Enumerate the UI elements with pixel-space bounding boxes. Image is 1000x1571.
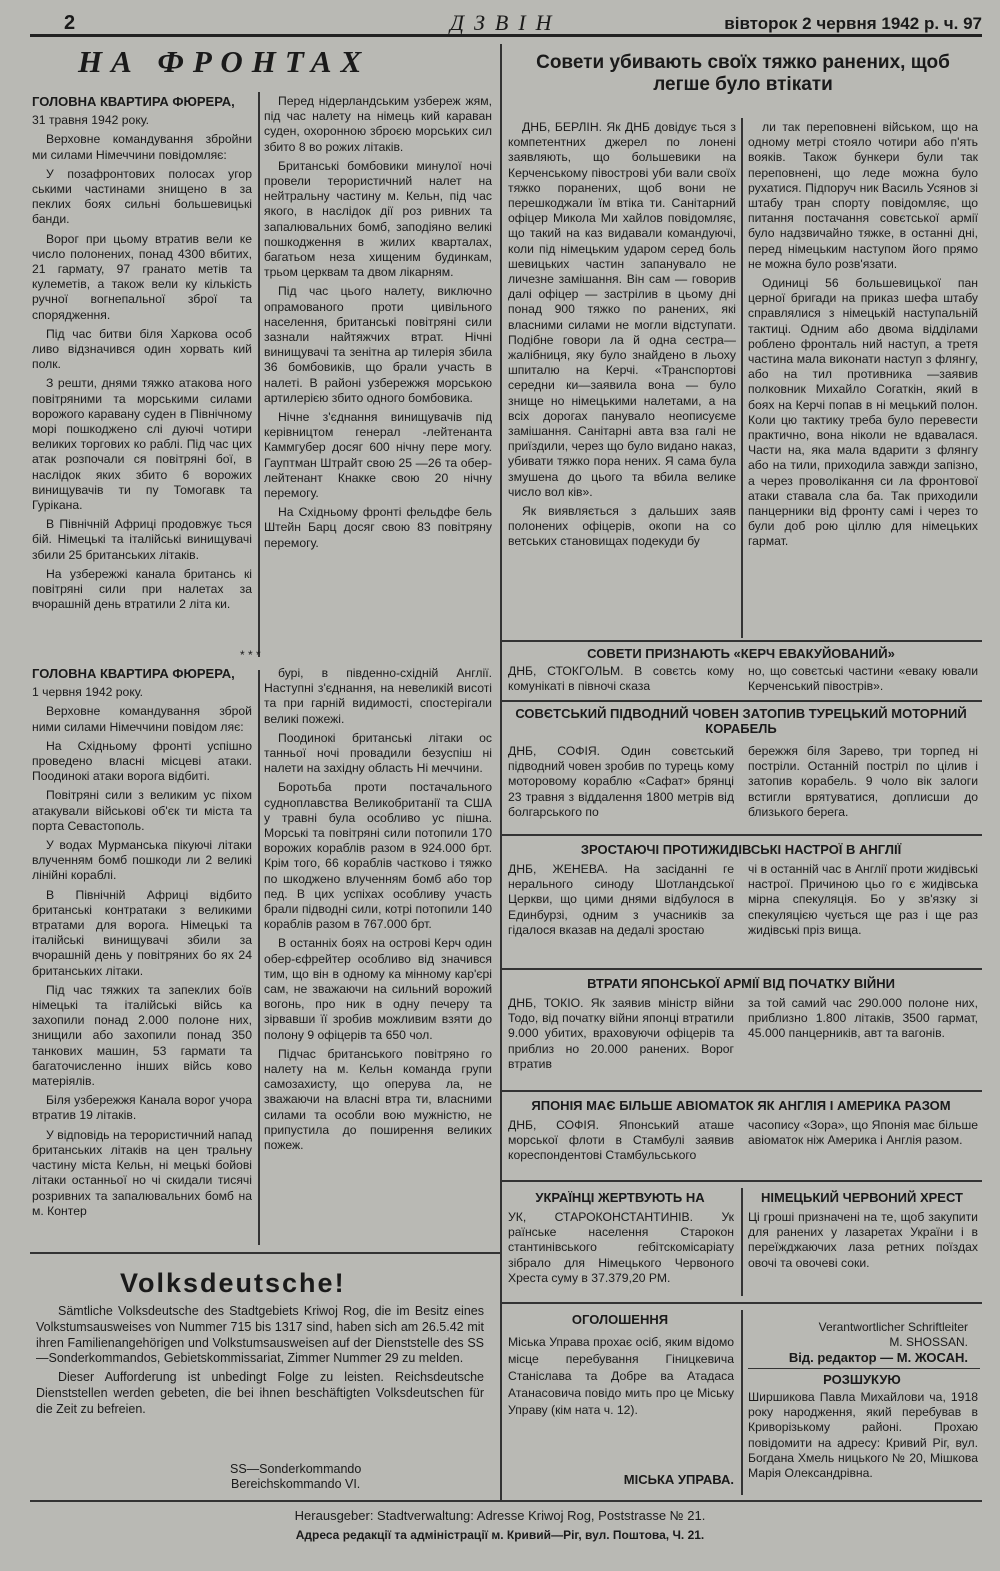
page-number: 2 xyxy=(64,12,76,34)
paragraph: Боротьба проти постачального судноплавства Великобританії та США у травні була особливо ус пішна. Морські та повітряні сили потопили 170 ворожих кораблів разом в 924.000 брт. Крім того, 66 кораблів частково і тяжко по шкоджено влученням бомб або тор пед. В цих успіхах особливу участь брали підводні сили, котрі потопили 140 кораблів разом в 767.000 брт. xyxy=(264,780,492,932)
paragraph: В останніх боях на острові Керч один обер-єфрейтер особливо від значився тим, що він в одному ка мінному кар'єрі сам, не зважаючи на сильний ворожий вогонь, про ник в одну печеру та зірвавши її зробив можливим взяти до полону 9 офіцерів та 650 чол. xyxy=(264,936,492,1042)
column-rule xyxy=(741,1188,743,1296)
column-rule xyxy=(741,1310,743,1495)
announcements-text: Міська Управа прохає осіб, яким відомо місце перебування Гіницкевича Станіслава та Добре ва Атадаса Атанасовича повідо мить про це Міську Управу (кім ната ч. 12). xyxy=(508,1335,734,1417)
section-rule xyxy=(500,640,982,642)
news-text-left: ДНБ, ТОКІО. Як заявив міністр війни Тодо, від початку війни японці втратили 9.000 убитих, враховуючи офіцерів та приблиз но 20.000 ранених. Ворог втратив xyxy=(508,996,734,1071)
paragraph: Перед нідерландським узбереж жям, під час налету на німець кий караван суден, охоронною зброєю морських сил збито 8 во рожих літаків. xyxy=(264,94,492,154)
publisher-line: Herausgeber: Stadtverwaltung: Adresse Kriwoj Rog, Poststrasse № 21. xyxy=(294,1508,706,1523)
paragraph: Під час цього налету, виключно опрамованого проти цивільного населення, британські повітряні сили зазнали найтяжчих втрат. Нічні винищувачі та зенітна ар тилерія збила 36 бомбовиків, що брали участь в налеті. В районі узбережжя морською артилерією збито одного бомбовика. xyxy=(264,284,492,405)
paragraph: Нічне з'єднання винищувачів під керівництом генерал -лейтенанта Каммгубер досяг 600 нічну пере могу. Гауптман Штрайт свою 25 —26 та обер-лейтенант Кнакке свою 20 нічну перемогу. xyxy=(264,410,492,501)
front-heading: НА ФРОНТАХ xyxy=(78,44,371,79)
paragraph: Одиниці 56 большевицької пан церної бригади на приказ шефа штабу справлялися з німецькій наступальній тактиці. Одним або двома відділами робленo фронталь ний наступ, а третя частина мала виконати наступ з флянгу, або на тил противника —заявив полковник Михайло Согаткін, який в боях на Керчі попав в ні мецький полон. Коли цю тактику треба було перевести практично, вона ніколи не вдавалася. Части на, яка мала вдарити з флянгу або на тили, приходила завжди запізно, а через проволікання си ла фронтової атаки ставала сла ба. Так приходили панцерники від фронту самі і через то були доб рою ціллю для німецьких гармат. xyxy=(748,276,978,549)
editor-line: Verantwortlicher Schriftleiter xyxy=(818,1320,968,1334)
paragraph: Sämtliche Volksdeutsche des Stadtgebiets Kriwoj Rog, die im Besitz eines Volkstumsausweises von Nummer 715 bis 1317 sind, haben sich am 26.5.42 mit ihren Familienangehörigen und Volkstumsausweisen auf der Dienststelle des SS—Sonderkommandos, Gebietskommissariat, Zimmer Nummer 29 zu melden. xyxy=(36,1304,484,1366)
section-rule xyxy=(500,1302,982,1304)
editor-name: Від. редактор — М. ЖОСАН. xyxy=(788,1350,968,1365)
section-date: 1 червня 1942 року. xyxy=(32,685,144,700)
paragraph: ДНБ, БЕРЛІН. Як ДНБ довідує ться з компетентних джерел по лонені заявляють, що большевики на Керченському півострові уби вали своїх тяжко поранених, щоб вони не перешкоджали їм втіка ти. Санітарний офіцер Микола Ми хайлов повідомляє, що такий на каз видавали командуючі, коли під німецьким ударом серед боль шевицьких частин запанувало не личезне замішання. Він сам — говорив далі офіцер — застрілив в цьому дні понад 900 тяжко по ранених, які власними силами не могли відступати. Подібне говори ла й одна сестра—жалібниця, яку було знайдено в льоху шпиталю на Керчі. «Транспортові середни ки—заявила вона — було знище но німецькими налетами, а на всіх дорогах панувало неописуєме замішання. Санітарні авта вза галі не приїздили, через що було видано наказ, убивати тяжко пора нених. Я сама була змушена до цього та вбила велике число вол ків». xyxy=(508,120,736,499)
paragraph: На узбережжі канала британсь кі повітряні сили при налетах за вчорашній день втратили 2 літа ки. xyxy=(32,566,252,612)
paper-name: ДЗВІН xyxy=(450,10,562,35)
paragraph: Під час тяжких та запеклих боїв німецькі та італійські війсь ка захопили понад 2.000 полоне них, знищили або захопили понад 350 танкових машин, 53 гармати та багаточисленно інших війсь ково матеріялів. xyxy=(32,982,252,1089)
redcross-text: Ці гроші призначені на те, щоб закупити для ранених у лазаретах України і в переїжджаючих лаза ретних поїздах овочі та овочеві соки. xyxy=(748,1210,978,1270)
column-rule xyxy=(258,670,260,1245)
signature-line: Bereichskommando VI. xyxy=(231,1477,361,1491)
paragraph: Під час битви біля Харкова особ ливо відзначився один хорвать кий полк. xyxy=(32,326,252,372)
address-line: Адреса редакції та адміністрації м. Кривий—Ріг, вул. Поштова, Ч. 21. xyxy=(295,1528,705,1542)
paragraph: Dieser Aufforderung ist unbedingt Folge zu leisten. Reichsdeutsche Dienststellen werden gebeten, die bei ihnen beschäftigten Volksdeutschen für die Zeit zu befreien. xyxy=(36,1370,484,1416)
paragraph: Повітряні сили з великим ус піхом атакували військові об'єк ти міста та порта Севастополь. xyxy=(32,788,252,833)
news-text-right: за той самий час 290.000 полоне них, приблизно 1.800 літаків, 3500 гармат, 45.000 панцерників, авт та вагонів. xyxy=(748,996,978,1041)
section-rule xyxy=(500,1180,982,1182)
news-text-left: ДНБ, СОФІЯ. Японський аташе морської флоти в Стамбулі заявив кореспондентові Стамбульського xyxy=(508,1118,734,1163)
news-text-left: ДНБ, СТОКГОЛЬМ. В совєтсь кому комунікаті в півночі сказа xyxy=(508,664,734,694)
paragraph: Біля узбережжя Канала ворог учора втратив 19 літаків. xyxy=(32,1093,252,1123)
news-title: ЯПОНІЯ МАЄ БІЛЬШЕ АВІОМАТОК ЯК АНГЛІЯ І АМЕРИКА РАЗОМ xyxy=(531,1098,951,1113)
volksdeutsche-body xyxy=(36,1304,484,1421)
paragraph: Верховне командування збрoй ними силами Німеччини повідом ляє: xyxy=(32,704,252,734)
front-column-1b xyxy=(32,666,252,1246)
paragraph: Ворог при цьому втратив вели ке число полонених, понад 4300 вбитих, 21 гармату, 97 гранато метів та кулеметів, а також вели ку кількість ручної вогнепальної зброї та спорядження. xyxy=(32,231,252,322)
news-title: СОВЄТСЬКИЙ ПІДВОДНИЙ ЧОВЕН ЗАТОПИВ ТУРЕЦЬКИЙ МОТОРНИЙ КОРАБЕЛЬ xyxy=(515,706,967,736)
ukrainians-text: УК, СТАРОКОНСТАНТИНІВ. Ук раїнське населення Старокон стантинівського гебітскомісаріату зібрало для Німецького Червоного Хреста суму в 37.379,20 РМ. xyxy=(508,1210,734,1285)
news-text-right: бережжя біля Зарево, три торпед ні постріли. Останній постріл по цілив і затопив корабель. 9 чоло вік залоги встигли врятуватися, доплисши до близького берега. xyxy=(748,744,978,819)
section-date: 31 травня 1942 року. xyxy=(32,113,150,128)
news-title: ВТРАТИ ЯПОНСЬКОЇ АРМІЇ ВІД ПОЧАТКУ ВІЙНИ xyxy=(587,976,895,991)
announcements-signature: МІСЬКА УПРАВА. xyxy=(623,1472,734,1487)
issue-date: вівторок 2 червня 1942 р. ч. 97 xyxy=(724,14,982,33)
volksdeutsche-signature xyxy=(230,1462,361,1492)
editor-block xyxy=(748,1320,968,1365)
paragraph: ли так переповнені військом, що на одному метрі стояло чотири або п'ять вояків. Також бункери були так переповнені, що леде можна було рухатися. Підпоруч ник Василь Усянов зі штабу тран спорту повідомляє, що питання постачання совєтської армії було надзвичайно тяжке, в останні дні, перед німецьким наступом його прямо не можна було розв'язати. xyxy=(748,120,978,271)
section-rule xyxy=(500,1090,982,1092)
signature-line: SS—Sonderkommando xyxy=(230,1462,362,1476)
search-title: РОЗШУКУЮ xyxy=(823,1372,901,1387)
search-text: Ширшикова Павла Михайлови ча, 1918 року народження, який перебував в Криворізькому районі. Прохаю повідомити на адресу: Кривий Ріг, вул. Богдана Хмель ницького № 20, Мішкова Марія Олександрівна. xyxy=(748,1390,978,1481)
masthead xyxy=(30,10,982,37)
kerch-column-a xyxy=(508,120,736,636)
footer-rule xyxy=(30,1500,982,1502)
section-title: ГОЛОВНА КВАРТИРА ФЮРЕРА, xyxy=(32,94,235,109)
paragraph: На Східньому фронті успішно проведено власні місцеві атаки. Поодинокі атаки ворога відбиті. xyxy=(32,738,252,784)
editor-rule xyxy=(748,1368,980,1369)
paragraph: З решти, днями тяжко атакова ного повітряними та морськими силами ворожого каравану суден в Північному морі пошкоджено слі дуючі чотири великих торгових ко раблі. Під час цих атак розпочали ся повітряні бої, в наслідок яких збито 6 ворожих винищувачів ти пу Томогавк та Гурікана. xyxy=(32,376,252,513)
paragraph: бурі, в південно-східній Англії. Наступні з'єднання, на невеликій висоті та при гарній видимості, спостерігали великі пожежі. xyxy=(264,666,492,726)
ukrainians-title: УКРАЇНЦІ ЖЕРТВУЮТЬ НА xyxy=(535,1190,705,1205)
section-rule xyxy=(30,1252,500,1254)
paragraph: У водах Мурманська пікуючі літаки влученням бомб пошкоди ли 2 великі лінійні кораблі. xyxy=(32,838,252,883)
column-rule xyxy=(741,118,743,638)
column-rule xyxy=(500,44,502,1500)
kerch-column-b xyxy=(748,120,978,636)
paragraph: Підчас британського повітряно го налету на м. Кельн команда групи самозахисту, що оперува ла, не зважаючи на власні втра ти, власними силами та особли вою мужністю, не припустила до поширення великих пожеж. xyxy=(264,1046,492,1153)
news-title: ЗРОСТАЮЧІ ПРОТИЖИДІВСЬКІ НАСТРОЇ В АНГЛІЇ xyxy=(580,842,902,857)
announcements-title: ОГОЛОШЕННЯ xyxy=(571,1312,669,1327)
paragraph: Як виявляється з дальших заяв полонених офіцерів, окопи на со ветських становищах подекуди бу xyxy=(508,504,736,549)
section-rule xyxy=(500,968,982,970)
paragraph: На Східньому фронті фельдфе бель Штейн Барц досяг свою 83 повітряну перемогу. xyxy=(264,505,492,550)
news-text-right: чі в останній час в Англії проти жидівські настрої. Причиною цьо го є жидівська мірна спекуляція. Бо у зв'язку зі спекуляцією чується ще раз і ще раз жидівські пріз вища. xyxy=(748,862,978,937)
section-rule xyxy=(500,700,982,702)
front-column-1 xyxy=(32,94,252,654)
redcross-title: НІМЕЦЬКИЙ ЧЕРВОНИЙ ХРЕСТ xyxy=(761,1190,963,1205)
news-text-left: ДНБ, СОФІЯ. Один совєтський підводний човен зробив по турець кому моторовому кораблю «Сафат» брянці 23 травня з віддалення 1800 метрів від болгарського по xyxy=(508,744,734,819)
paragraph: В Північній Африці продовжує ться бій. Німецькі та італійські винищувачі збили 25 британських літаків. xyxy=(32,517,252,562)
section-title: ГОЛОВНА КВАРТИРА ФЮРЕРА, xyxy=(32,666,235,681)
news-text-right: но, що совєтські частини «еваку ювали Керченський півострів». xyxy=(748,664,978,694)
section-rule xyxy=(500,834,982,836)
kerch-article-title: Совети убивають своїх тяжко ранених, щоб легше було втікати xyxy=(536,52,950,95)
news-text-left: ДНБ, ЖЕНЕВА. На засіданні ге нерального синоду Шотландської Церкви, що цими днями відбулося в Единбурзі, одним з учасників за гідалося вказав на дедалі зростаю xyxy=(508,862,734,937)
volksdeutsche-title: Volksdeutsche! xyxy=(120,1268,346,1298)
news-text-right: часопису «Зора», що Японія має більше авіоматок ніж Америка і Англія разом. xyxy=(748,1118,978,1148)
paragraph: У відповідь на терористичний напад британських літаків на цен тральну частину міста Кельн, ні мецькі бойові літаки останньої но чі скидали тисячі розривних та запалювальних бомб на м. Контер xyxy=(32,1127,252,1218)
paragraph: Поодинокі британські літаки ос танньої ночі провадили безуспіш ні налети на західну область Ні меччини. xyxy=(264,730,492,776)
paragraph: Британські бомбовики минулої ночі провели терористичний налет на нейтральну частину м. Кельн, під час якого, в наслідок дії роз ривних та запалювальних бомб, заподіяно великі пошкодження в жилих кварталах, багатьом неза хищеним будинкам, трьом церквам та двом лікарням. xyxy=(264,158,492,280)
front-column-2b xyxy=(264,666,492,1246)
column-rule xyxy=(258,92,260,657)
news-title: СОВЕТИ ПРИЗНАЮТЬ «КЕРЧ ЕВАКУЙОВАНИЙ» xyxy=(587,646,895,661)
paragraph: Верховне командування збройни ми силами Німеччини повідомляє: xyxy=(32,132,252,162)
paragraph: У позафронтових полосах угор ськими частинами знищено в за пеклих боях сильні большевицькі банди. xyxy=(32,166,252,227)
separator-stars: * * * xyxy=(240,648,261,662)
front-column-2 xyxy=(264,94,492,654)
paragraph: В Північній Африці відбито британські контратаки з великими втратами для ворога. Німецькі та італійські винищувачі збили за вчорашній день у повітряних бо ях 24 британських літаки. xyxy=(32,887,252,978)
editor-line: M. SHOSSAN. xyxy=(889,1335,968,1349)
